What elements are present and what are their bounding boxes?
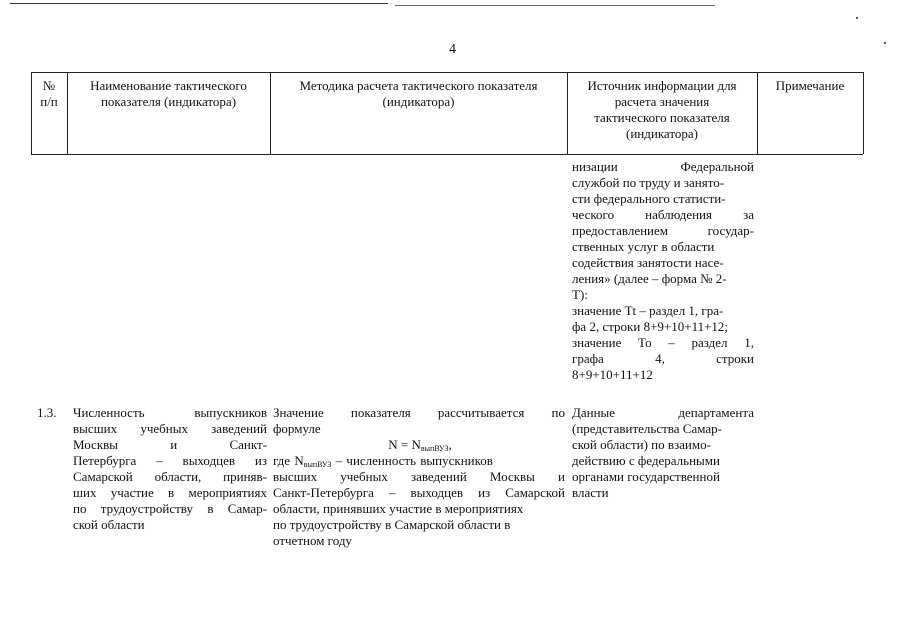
formula-definition: где $N_{выпВУЗ}$ – численность выпускников xyxy=(273,453,493,469)
scan-speck xyxy=(856,17,858,19)
col-divider xyxy=(863,72,864,154)
row-indicator-name: Численность выпускников высших учебных заведений Москвы и Санкт- Петербурга – выходцев из Самарской области, приняв- ших участие в мероприятиях по трудоустройству в Самар- ской области xyxy=(73,405,267,532)
scan-edge-line xyxy=(10,3,388,4)
header-name: Наименование тактического показателя (индикатора) xyxy=(90,78,247,109)
row-number: 1.3. xyxy=(37,405,57,420)
formula: $N = N_{выпВУЗ}$, xyxy=(388,437,452,453)
header-note: Примечание xyxy=(775,78,845,93)
page-number: 4 xyxy=(449,42,456,57)
header-num: № п/п xyxy=(40,78,58,109)
row-source: Данные департамента (представительства Самар- ской области) по взаимо- действию с федеральными органами государственной власти xyxy=(572,405,754,500)
header-method: Методика расчета тактического показателя (индикатора) xyxy=(299,78,538,109)
source-continuation: низации Федеральной службой по труду и занято- сти федерального статисти- ческого наблюдения за предоставлением государ- ственных услуг в области содействия занятости насе- ления» (далее – форма № 2- Т): значение Tt – раздел 1, гра- фа 2, строки 8+9+10+11+12; значение To – раздел 1, графа 4, строки 8+9+10+11+12 xyxy=(572,159,754,382)
header-source: Источник информации для расчета значения тактического показателя (индикатора) xyxy=(587,78,737,141)
scan-edge-line-2 xyxy=(395,5,715,6)
row-method: Значение показателя рассчитывается по формуле $N = N_{выпВУЗ}$, где $N_{выпВУЗ}$ – численность выпускников высших учебных заведений Москвы и Санкт-Петербурга – выходцев из Самарской области, принявших участие в мероприятиях по трудоустройству в Самарской области в отчетном году xyxy=(273,405,565,548)
